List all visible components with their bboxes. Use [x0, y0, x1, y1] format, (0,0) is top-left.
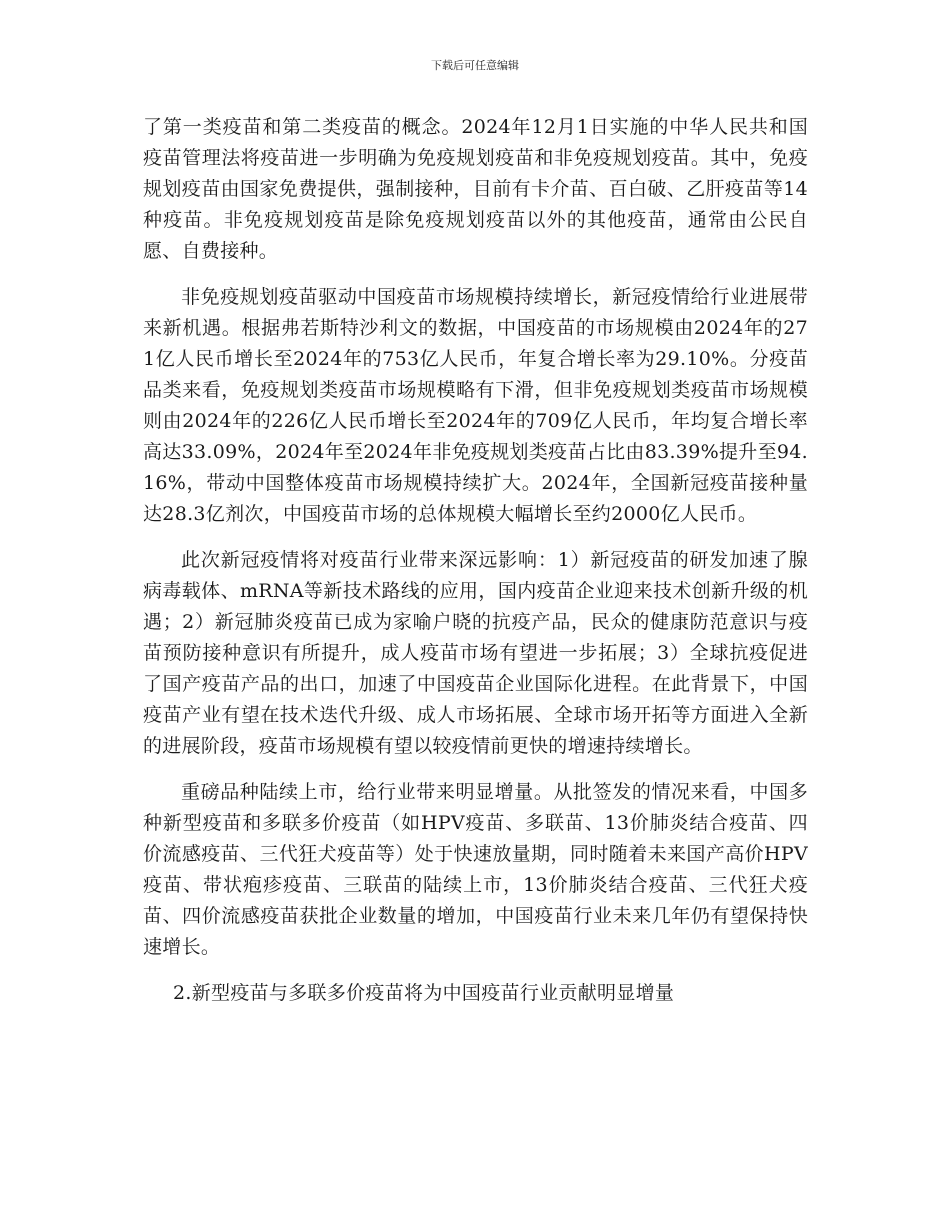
section-heading: 2.新型疫苗与多联多价疫苗将为中国疫苗行业贡献明显增量 [173, 982, 675, 1004]
document-body [143, 112, 808, 1009]
paragraph-continued: 了第一类疫苗和第二类疫苗的概念。2024年12月1日实施的中华人民共和国疫苗管理法将疫苗进一步明确为免疫规划疫苗和非免疫规划疫苗。其中，免疫规划疫苗由国家免费提供，强制接种，目前有卡介苗、百白破、乙肝疫苗等14种疫苗。非免疫规划疫苗是除免疫规划疫苗以外的其他疫苗，通常由公民自愿、自费接种。 [143, 116, 808, 262]
header-note: 下载后可任意编辑 [431, 59, 519, 72]
paragraph-covid-impact: 此次新冠疫情将对疫苗行业带来深远影响：1）新冠疫苗的研发加速了腺病毒载体、mRNA等新技术路线的应用，国内疫苗企业迎来技术创新升级的机遇；2）新冠肺炎疫苗已成为家喻户晓的抗疫产品，民众的健康防范意识与疫苗预防接种意识有所提升，成人疫苗市场有望进一步拓展；3）全球抗疫促进了国产疫苗产品的出口，加速了中国疫苗企业国际化进程。在此背景下，中国疫苗产业有望在技术迭代升级、成人市场拓展、全球市场开拓等方面进入全新的进展阶段，疫苗市场规模有望以较疫情前更快的增速持续增长。 [143, 549, 808, 757]
paragraph-new-products: 重磅品种陆续上市，给行业带来明显增量。从批签发的情况来看，中国多种新型疫苗和多联多价疫苗（如HPV疫苗、多联苗、13价肺炎结合疫苗、四价流感疫苗、三代狂犬疫苗等）处于快速放量期，同时随着未来国产高价HPV疫苗、带状疱疹疫苗、三联苗的陆续上市，13价肺炎结合疫苗、三代狂犬疫苗、四价流感疫苗获批企业数量的增加，中国疫苗行业未来几年仍有望保持快速增长。 [143, 781, 808, 958]
paragraph-market-growth: 非免疫规划疫苗驱动中国疫苗市场规模持续增长，新冠疫情给行业进展带来新机遇。根据弗若斯特沙利文的数据，中国疫苗的市场规模由2024年的271亿人民币增长至2024年的753亿人民币，年复合增长率为29.10%。分疫苗品类来看，免疫规划类疫苗市场规模略有下滑，但非免疫规划类疫苗市场规模则由2024年的226亿人民币增长至2024年的709亿人民币，年均复合增长率高达33.09%，2024年至2024年非免疫规划类疫苗占比由83.39%提升至94.16%，带动中国整体疫苗市场规模持续扩大。2024年，全国新冠疫苗接种量达28.3亿剂次，中国疫苗市场的总体规模大幅增长至约2000亿人民币。 [143, 286, 808, 525]
